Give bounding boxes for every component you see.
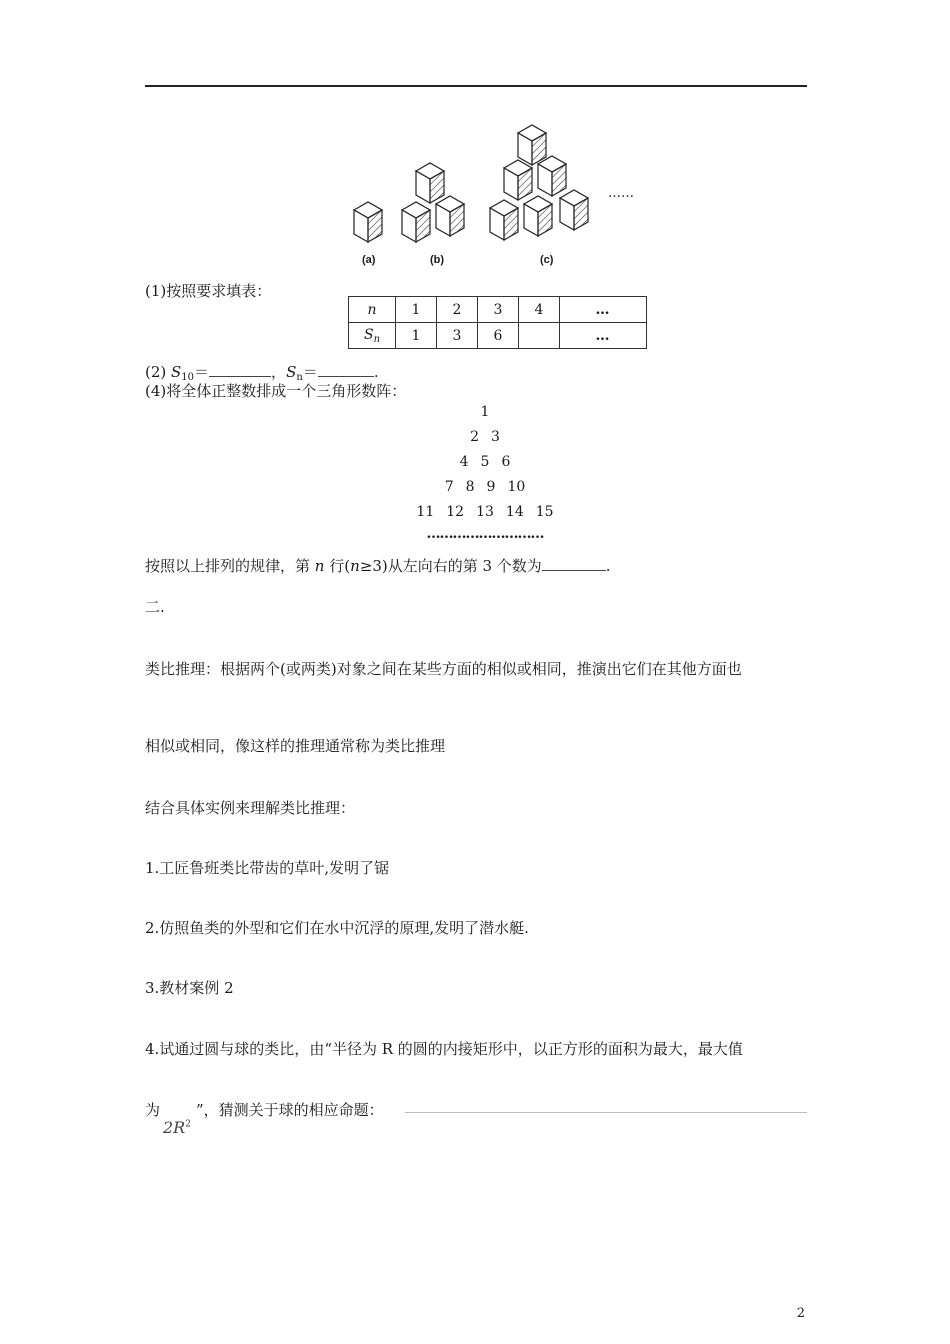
triangle-row-3: 4 5 6 [459,454,511,470]
answer-blank-nth-row[interactable] [542,556,606,571]
table-cell-blank[interactable] [519,323,560,349]
triangle-row-1: 1 [480,404,490,420]
answer-blank-s10[interactable] [209,362,271,377]
question-1: (1)按照要求填表： [145,282,272,300]
figure-ellipsis: …… [608,186,634,201]
question-2: (2) $S_{10}=$ ，$S_n=$ . [145,363,379,383]
example-1: 1.工匠鲁班类比带齿的草叶,发明了锯 [145,859,390,877]
max-area-formula: $2R^2$ [163,1118,191,1137]
table-cell: 3 [437,323,478,349]
cube-b-top [416,163,444,203]
table-row-n [349,297,647,323]
page-number: 2 [796,1306,805,1321]
table-header-sn: $S_n$ [349,323,396,349]
analogy-definition-line2: 相似或相同，像这样的推理通常称为类比推理 [145,737,446,755]
triangle-row-5: 11 12 13 14 15 [416,504,554,520]
sequence-table [348,296,647,349]
cube-b-left [402,202,430,242]
question-4: (4)将全体正整数排成一个三角形数阵： [145,382,407,400]
example-4: 4.试通过圆与球的类比，由“半径为 R 的圆的内接矩形中，以正方形的面积为最大，最大值 [145,1040,743,1058]
triangle-row-4: 7 8 9 10 [444,479,526,495]
figure-label-c: (c) [540,254,554,266]
triangle-row-2: 2 3 [470,429,500,445]
answer-blank-sn[interactable] [318,362,374,377]
cube-c-bot-left [490,200,518,240]
cube-c-top [518,125,546,165]
table-cell: 1 [396,323,437,349]
cube-c-bot-mid [524,196,552,236]
cube-figure [340,120,640,275]
table-cell-ellipsis: … [560,323,647,349]
table-cell: 2 [437,297,478,323]
example-3: 3.教材案例 2 [145,979,234,997]
cube-c-mid-left [504,160,532,200]
cube-c-mid-right [538,156,566,196]
example-4-continued: 为 ”，猜测关于球的相应命题： [145,1101,384,1119]
section-2-heading: 二. [145,598,165,616]
table-cell: 3 [478,297,519,323]
cube-a1 [354,202,382,242]
figure-label-b: (b) [430,254,445,266]
question-4-ask: 按照以上排列的规律，第 n 行(n≥3)从左向右的第 3 个数为 . [145,557,611,575]
figure-label-a: (a) [362,254,376,266]
table-header-n: n [349,297,396,323]
cube-b-right [436,196,464,236]
answer-line-sphere-proposition[interactable] [405,1112,807,1113]
table-cell: 4 [519,297,560,323]
table-cell: 1 [396,297,437,323]
table-row-sn [349,323,647,349]
table-cell-ellipsis: … [560,297,647,323]
cube-c-bot-right [560,190,588,230]
header-rule [145,85,807,87]
analogy-instruction: 结合具体实例来理解类比推理： [145,799,356,817]
example-2: 2.仿照鱼类的外型和它们在水中沉浮的原理,发明了潜水艇. [145,919,529,937]
analogy-definition-line1: 类比推理：根据两个(或两类)对象之间在某些方面的相似或相同，推演出它们在其他方面也 [145,660,742,678]
cube-stacks-drawing [340,120,640,275]
table-cell: 6 [478,323,519,349]
triangle-dots: ……………………… [426,526,544,542]
